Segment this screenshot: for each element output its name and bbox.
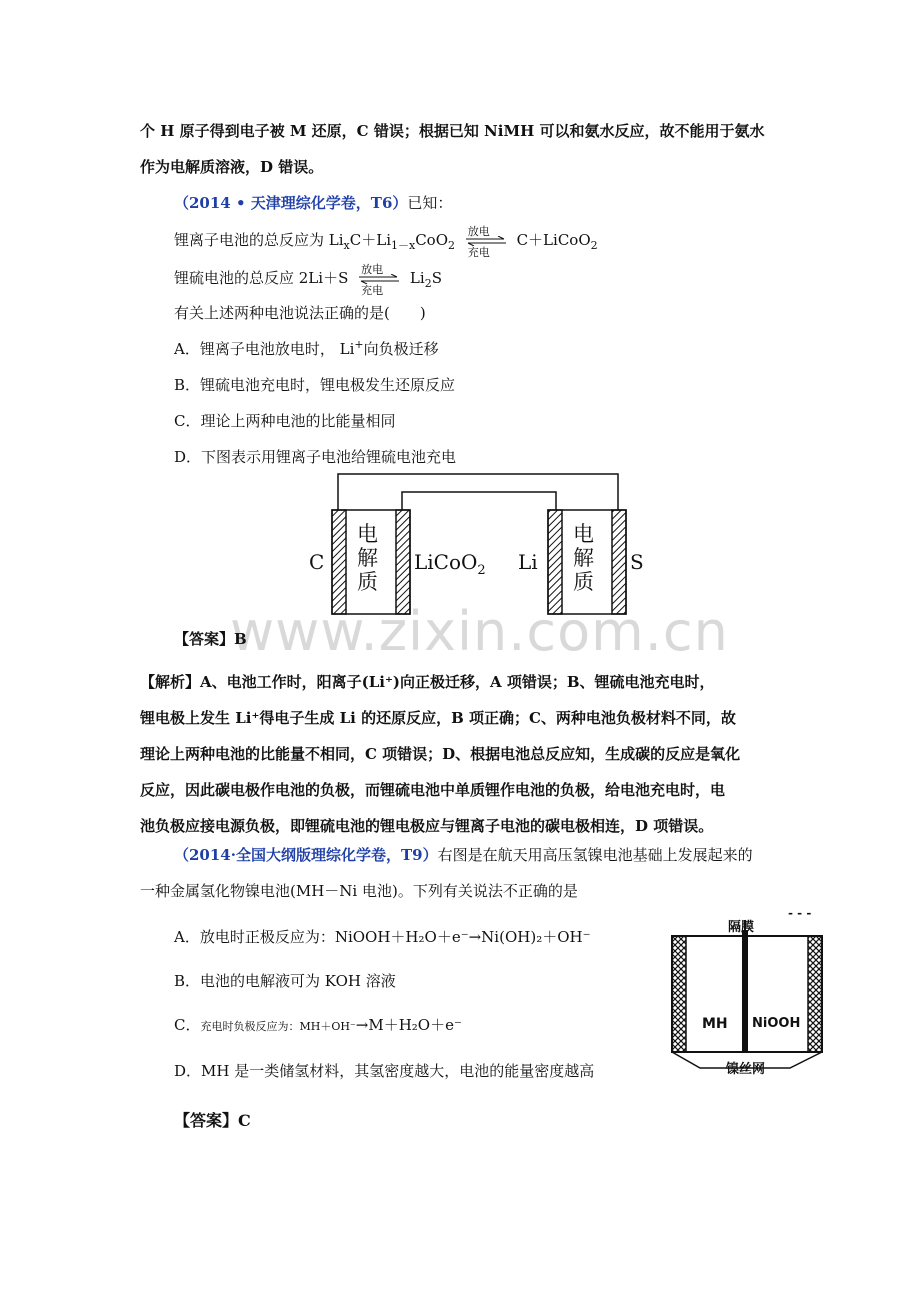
continuation-line-2: 作为电解质溶液，D 错误。 — [140, 158, 324, 176]
q2-header: （2014·全国大纲版理综化学卷，T9）右图是在航天用高压氢镍电池基础上发展起来的 — [174, 846, 753, 864]
q1-option-a: A．锂离子电池放电时， Li+向负极迁移 — [174, 338, 439, 358]
battery-diagram — [300, 470, 660, 620]
licoo2-electrode — [396, 510, 410, 614]
label-membrane: 隔膜 — [728, 920, 755, 935]
q1-equation-2: 锂硫电池的总反应 2Li＋S 放电 充电 $Li_2S$ — [174, 263, 442, 297]
q2-option-d: D．MH 是一类储氢材料，其氢密度越大，电池的能量密度越高 — [174, 1062, 595, 1080]
label-nickel-mesh: 镍丝网 — [726, 1062, 766, 1077]
q2-option-a: A．放电时正极反应为：NiOOH＋H₂O＋e⁻→Ni(OH)₂＋OH⁻ — [174, 928, 591, 946]
label-li: Li — [518, 550, 538, 574]
s-electrode — [612, 510, 626, 614]
mh-ni-figure — [660, 906, 830, 1076]
reversible-arrow-icon: 放电 充电 — [357, 266, 401, 292]
right-hatched-wall — [808, 936, 822, 1052]
q2-option-c: C．充电时负极反应为：MH＋OH⁻→M＋H₂O＋e⁻ — [174, 1016, 462, 1034]
q2-answer: 【答案】C — [174, 1111, 251, 1130]
reversible-arrow-icon: 放电 充电 — [464, 228, 508, 254]
q1-equation-1: 锂离子电池的总反应为 $Li_xC+Li_{1-x}CoO_2$ 放电 充电 C＋LiCoO$_2$ — [174, 225, 598, 259]
analysis-line: 锂电极上发生 Li⁺得电子生成 Li 的还原反应，B 项正确；C、两种电池负极材料不同，故 — [140, 709, 736, 727]
label-c: C — [309, 550, 325, 574]
q1-given: 已知： — [407, 194, 453, 212]
q1-option-c: C．理论上两种电池的比能量相同 — [174, 412, 396, 430]
carbon-electrode — [332, 510, 346, 614]
label-licoo2: LiCoO$_2$ — [414, 550, 486, 578]
left-hatched-wall — [672, 936, 686, 1052]
analysis-line: 【解析】A、电池工作时，阳离子(Li⁺)向正极迁移，A 项错误；B、锂硫电池充电时， — [140, 673, 715, 691]
q1-analysis — [140, 664, 740, 844]
q1-answer: 【答案】B — [174, 630, 247, 648]
watermark: www.zixin.com.cn — [230, 600, 729, 663]
analysis-line: 理论上两种电池的比能量不相同，C 项错误；D、根据电池总反应知，生成碳的反应是氧化 — [140, 745, 741, 763]
li-electrode — [548, 510, 562, 614]
right-electrolyte-label: 电 解 质 — [573, 522, 594, 594]
q1-header — [174, 192, 452, 213]
continuation-line-1: 个 H 原子得到电子被 M 还原，C 错误；根据已知 NiMH 可以和氨水反应，故不能用于氨水 — [140, 122, 765, 140]
q1-stem: 有关上述两种电池说法正确的是( ) — [174, 304, 426, 322]
label-dashes: - - - — [788, 906, 812, 920]
q1-option-b: B．锂硫电池充电时，锂电极发生还原反应 — [174, 376, 456, 394]
q2-option-b: B．电池的电解液可为 KOH 溶液 — [174, 972, 396, 990]
analysis-line: 池负极应接电源负极，即锂硫电池的锂电极应与锂离子电池的碳电极相连，D 项错误。 — [140, 817, 714, 835]
analysis-line: 反应，因此碳电极作电池的负极，而锂硫电池中单质锂作电池的负极，给电池充电时，电 — [140, 781, 726, 799]
q2-source: （2014·全国大纲版理综化学卷，T9） — [174, 846, 438, 864]
left-electrolyte-label: 电 解 质 — [357, 522, 378, 594]
q1-source: （2014 • 天津理综化学卷，T6） — [174, 194, 408, 212]
label-mh: MH — [702, 1016, 728, 1032]
q2-stem-2: 一种金属氢化物镍电池(MH－Ni 电池)。下列有关说法不正确的是 — [140, 882, 578, 900]
label-s: S — [630, 550, 644, 574]
separator-membrane — [742, 930, 748, 1052]
label-niooh: NiOOH — [752, 1016, 801, 1031]
q1-option-d: D．下图表示用锂离子电池给锂硫电池充电 — [174, 448, 457, 466]
